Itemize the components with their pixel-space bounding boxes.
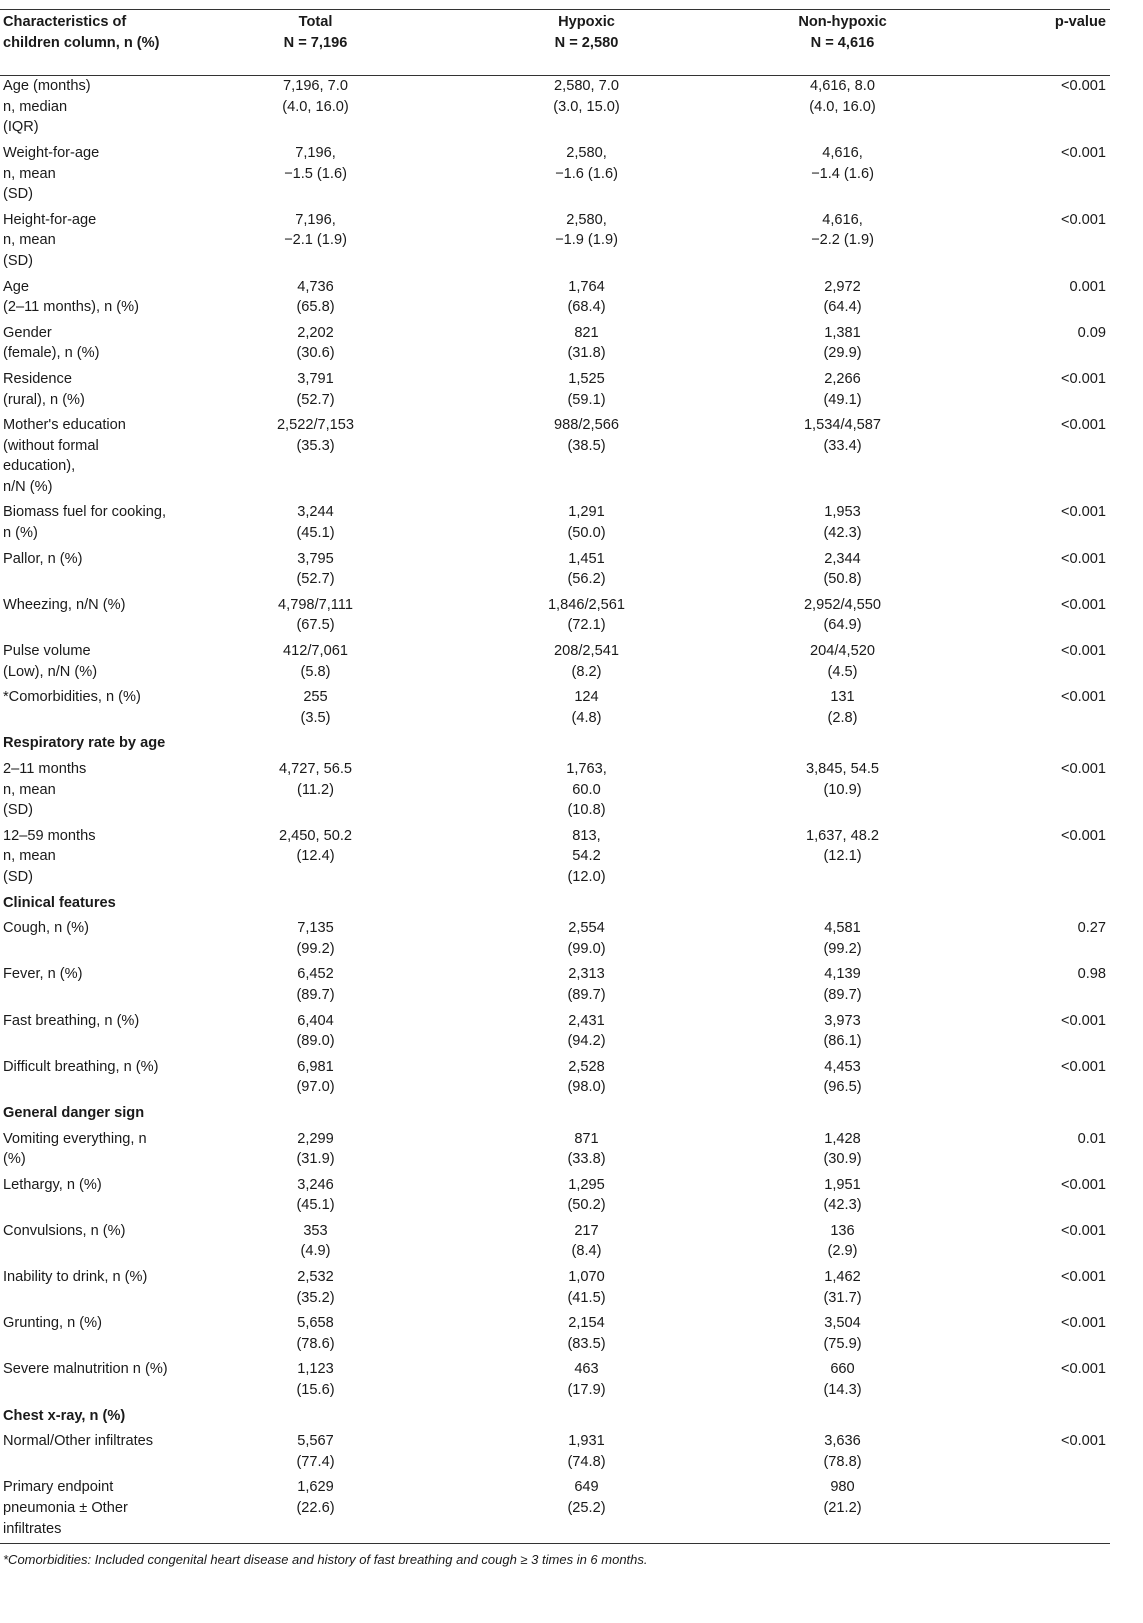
cell-hypoxic: 821 (31.8)	[567, 324, 606, 362]
cell-total: 7,196, 7.0 (4.0, 16.0)	[282, 78, 349, 115]
cell-total: 1,123 (15.6)	[296, 1361, 335, 1399]
cell-non-hypoxic: 2,344 (50.8)	[823, 550, 862, 588]
cell-total: 3,791 (52.7)	[296, 370, 335, 408]
cell-p-value: <0.001	[1060, 144, 1106, 161]
table-row	[0, 1267, 1110, 1313]
row-label: Lethargy, n (%)	[3, 1176, 102, 1193]
cell-p-value: <0.001	[1060, 550, 1106, 567]
cell-non-hypoxic: 4,616, 8.0 (4.0, 16.0)	[809, 78, 876, 115]
cell-total: 412/7,061 (5.8)	[283, 643, 348, 680]
cell-p-value: 0.27	[1077, 920, 1106, 937]
section-row	[0, 1103, 1110, 1129]
row-label: Biomass fuel for cooking, n (%)	[3, 504, 167, 542]
row-label: Weight-for-age n, mean (SD)	[3, 144, 100, 203]
cell-p-value: <0.001	[1060, 1058, 1106, 1075]
row-label: 12–59 months n, mean (SD)	[3, 827, 96, 885]
cell-non-hypoxic: 980 (21.2)	[823, 1479, 862, 1516]
cell-total: 3,244 (45.1)	[296, 504, 335, 542]
cell-hypoxic: 217 (8.4)	[571, 1222, 602, 1260]
table-footnote: *Comorbidities: Included congenital heart disease and history of fast breathing and cough ≥ 3 times in 6 months.	[3, 1552, 648, 1567]
cell-hypoxic: 1,525 (59.1)	[567, 370, 606, 408]
row-label: Severe malnutrition n (%)	[3, 1361, 168, 1378]
cell-non-hypoxic: 1,381 (29.9)	[823, 324, 862, 362]
header-non-hypoxic: Non-hypoxic N = 4,616	[798, 14, 887, 51]
cell-p-value: <0.001	[1060, 761, 1106, 777]
table-row	[0, 1129, 1110, 1175]
table-row	[0, 1477, 1110, 1543]
cell-p-value: <0.001	[1060, 370, 1106, 387]
cell-hypoxic: 1,931 (74.8)	[567, 1433, 606, 1470]
cell-p-value: <0.001	[1060, 78, 1106, 95]
table-row	[0, 595, 1110, 641]
table-row	[0, 1359, 1110, 1405]
cell-hypoxic: 1,295 (50.2)	[567, 1176, 606, 1214]
row-label: Pulse volume (Low), n/N (%)	[3, 643, 98, 680]
table-row	[0, 687, 1110, 733]
row-label: Age (months) n, median (IQR)	[3, 78, 91, 136]
cell-total: 7,196, −1.5 (1.6)	[284, 144, 347, 182]
cell-non-hypoxic: 1,951 (42.3)	[823, 1176, 862, 1214]
cell-p-value: <0.001	[1060, 1315, 1106, 1332]
cell-non-hypoxic: 136 (2.9)	[827, 1222, 858, 1260]
cell-non-hypoxic: 660 (14.3)	[823, 1361, 862, 1399]
row-label: Wheezing, n/N (%)	[3, 596, 126, 613]
section-heading: General danger sign	[3, 1104, 145, 1121]
cell-non-hypoxic: 3,504 (75.9)	[823, 1315, 862, 1352]
row-label: Residence (rural), n (%)	[3, 370, 85, 408]
table-row	[0, 1011, 1110, 1057]
cell-total: 5,658 (78.6)	[296, 1315, 335, 1352]
cell-non-hypoxic: 3,845, 54.5 (10.9)	[805, 761, 880, 798]
table-row	[0, 826, 1110, 893]
cell-hypoxic: 2,528 (98.0)	[567, 1058, 606, 1096]
table-row	[0, 1175, 1110, 1221]
cell-total: 2,450, 50.2 (12.4)	[278, 827, 353, 865]
section-row	[0, 733, 1110, 759]
cell-p-value: <0.001	[1060, 1222, 1106, 1239]
cell-total: 2,532 (35.2)	[296, 1269, 335, 1306]
cell-non-hypoxic: 1,428 (30.9)	[823, 1130, 862, 1168]
cell-hypoxic: 871 (33.8)	[567, 1130, 606, 1168]
cell-non-hypoxic: 131 (2.8)	[827, 689, 858, 726]
cell-hypoxic: 2,154 (83.5)	[567, 1315, 606, 1352]
table-row	[0, 369, 1110, 415]
cell-p-value: <0.001	[1060, 1176, 1106, 1193]
cell-non-hypoxic: 4,139 (89.7)	[823, 966, 862, 1003]
cell-non-hypoxic: 4,581 (99.2)	[823, 920, 862, 957]
row-label: Fast breathing, n (%)	[3, 1012, 140, 1029]
header-p-value: p-value	[1054, 14, 1106, 30]
cell-total: 2,522/7,153 (35.3)	[276, 417, 355, 454]
cell-hypoxic: 1,846/2,561 (72.1)	[547, 596, 626, 634]
row-label: 2–11 months n, mean (SD)	[3, 761, 87, 819]
table-row	[0, 1057, 1110, 1103]
cell-hypoxic: 463 (17.9)	[567, 1361, 606, 1399]
cell-p-value: <0.001	[1060, 643, 1106, 660]
cell-p-value: <0.001	[1060, 211, 1106, 228]
cell-non-hypoxic: 4,616, −1.4 (1.6)	[811, 144, 874, 182]
cell-hypoxic: 813, 54.2 (12.0)	[567, 827, 606, 885]
row-label: Difficult breathing, n (%)	[3, 1058, 159, 1075]
cell-p-value: <0.001	[1060, 689, 1106, 706]
table-row	[0, 1431, 1110, 1477]
table-row	[0, 210, 1110, 277]
cell-hypoxic: 1,291 (50.0)	[567, 504, 606, 542]
cell-total: 1,629 (22.6)	[296, 1479, 335, 1516]
cell-p-value: <0.001	[1060, 596, 1106, 613]
section-heading: Respiratory rate by age	[3, 735, 166, 752]
cell-non-hypoxic: 1,637, 48.2 (12.1)	[805, 827, 880, 865]
row-label: Vomiting everything, n (%)	[3, 1130, 147, 1168]
table-row	[0, 277, 1110, 323]
cell-non-hypoxic: 4,453 (96.5)	[823, 1058, 862, 1096]
cell-non-hypoxic: 2,952/4,550 (64.9)	[803, 596, 882, 634]
cell-p-value: 0.01	[1077, 1130, 1106, 1147]
cell-hypoxic: 1,451 (56.2)	[567, 550, 606, 588]
cell-p-value: 0.09	[1077, 324, 1106, 341]
table-row	[0, 964, 1110, 1010]
cell-total: 4,727, 56.5 (11.2)	[278, 761, 353, 798]
cell-hypoxic: 649 (25.2)	[567, 1479, 606, 1516]
section-row	[0, 893, 1110, 919]
cell-total: 6,452 (89.7)	[296, 966, 335, 1003]
cell-p-value: <0.001	[1060, 1012, 1106, 1029]
cell-hypoxic: 2,580, −1.6 (1.6)	[555, 144, 618, 182]
row-label: Inability to drink, n (%)	[3, 1269, 148, 1286]
cell-hypoxic: 2,580, −1.9 (1.9)	[555, 211, 618, 249]
row-label: Convulsions, n (%)	[3, 1222, 126, 1239]
section-row	[0, 1406, 1110, 1432]
table-row	[0, 143, 1110, 210]
header-total: Total N = 7,196	[283, 14, 348, 51]
cell-p-value: <0.001	[1060, 827, 1106, 844]
table-header	[0, 10, 1110, 76]
cell-non-hypoxic: 2,972 (64.4)	[823, 278, 862, 316]
row-label: Cough, n (%)	[3, 920, 89, 937]
table-row	[0, 1313, 1110, 1359]
cell-p-value: <0.001	[1060, 1361, 1106, 1378]
cell-non-hypoxic: 1,462 (31.7)	[823, 1269, 862, 1306]
cell-non-hypoxic: 3,636 (78.8)	[823, 1433, 862, 1470]
row-label: *Comorbidities, n (%)	[3, 689, 141, 706]
characteristics-table	[0, 9, 1110, 1544]
cell-total: 7,135 (99.2)	[296, 920, 335, 957]
cell-p-value: <0.001	[1060, 417, 1106, 434]
cell-non-hypoxic: 204/4,520 (4.5)	[810, 643, 875, 680]
cell-hypoxic: 124 (4.8)	[571, 689, 602, 726]
section-heading: Chest x-ray, n (%)	[3, 1407, 126, 1424]
cell-non-hypoxic: 1,953 (42.3)	[823, 504, 862, 542]
cell-non-hypoxic: 3,973 (86.1)	[823, 1012, 862, 1050]
cell-total: 5,567 (77.4)	[296, 1433, 335, 1470]
cell-total: 4,736 (65.8)	[296, 278, 335, 316]
header-characteristics: Characteristics of children column, n (%)	[3, 14, 160, 51]
cell-hypoxic: 2,313 (89.7)	[567, 966, 606, 1003]
cell-hypoxic: 1,763, 60.0 (10.8)	[566, 761, 607, 819]
table-row	[0, 76, 1110, 143]
cell-total: 7,196, −2.1 (1.9)	[284, 211, 347, 249]
table-row	[0, 641, 1110, 687]
header-row	[0, 10, 1110, 76]
table-row	[0, 759, 1110, 826]
table-row	[0, 1221, 1110, 1267]
row-label: Fever, n (%)	[3, 966, 83, 983]
cell-total: 6,981 (97.0)	[296, 1058, 335, 1096]
table-body	[0, 76, 1110, 1544]
row-label: Normal/Other infiltrates	[3, 1433, 154, 1450]
row-label: Gender (female), n (%)	[3, 324, 100, 362]
cell-total: 3,795 (52.7)	[296, 550, 335, 588]
cell-p-value: <0.001	[1060, 504, 1106, 521]
cell-total: 2,299 (31.9)	[296, 1130, 335, 1168]
cell-hypoxic: 1,764 (68.4)	[567, 278, 606, 316]
cell-total: 3,246 (45.1)	[296, 1176, 335, 1214]
cell-non-hypoxic: 4,616, −2.2 (1.9)	[811, 211, 874, 249]
row-label: Height-for-age n, mean (SD)	[3, 211, 97, 269]
cell-total: 6,404 (89.0)	[296, 1012, 335, 1050]
table-row	[0, 415, 1110, 502]
row-label: Pallor, n (%)	[3, 550, 83, 567]
cell-hypoxic: 988/2,566 (38.5)	[554, 417, 619, 454]
cell-total: 4,798/7,111 (67.5)	[278, 596, 353, 634]
cell-total: 2,202 (30.6)	[296, 324, 335, 362]
header-hypoxic: Hypoxic N = 2,580	[554, 14, 619, 51]
row-label: Age (2–11 months), n (%)	[3, 278, 139, 316]
row-label: Grunting, n (%)	[3, 1315, 102, 1332]
cell-hypoxic: 2,580, 7.0 (3.0, 15.0)	[553, 78, 620, 115]
row-label: Mother's education (without formal education), n/N (%)	[3, 417, 126, 495]
table-row	[0, 323, 1110, 369]
cell-hypoxic: 2,554 (99.0)	[567, 920, 606, 957]
row-label: Primary endpoint pneumonia ± Other infiltrates	[3, 1479, 128, 1537]
table-row	[0, 549, 1110, 595]
cell-p-value	[971, 1477, 1110, 1543]
cell-total: 255 (3.5)	[300, 689, 331, 726]
table-row	[0, 918, 1110, 964]
cell-non-hypoxic: 2,266 (49.1)	[823, 370, 862, 408]
cell-p-value: 0.98	[1077, 966, 1106, 983]
cell-total: 353 (4.9)	[300, 1222, 331, 1260]
cell-hypoxic: 208/2,541 (8.2)	[554, 643, 619, 680]
cell-hypoxic: 1,070 (41.5)	[567, 1269, 606, 1306]
cell-p-value: <0.001	[1060, 1269, 1106, 1286]
cell-p-value: <0.001	[1060, 1433, 1106, 1450]
cell-hypoxic: 2,431 (94.2)	[567, 1012, 606, 1050]
cell-non-hypoxic: 1,534/4,587 (33.4)	[803, 417, 882, 454]
table-row	[0, 502, 1110, 548]
cell-p-value: 0.001	[1069, 278, 1106, 295]
section-heading: Clinical features	[3, 894, 116, 911]
